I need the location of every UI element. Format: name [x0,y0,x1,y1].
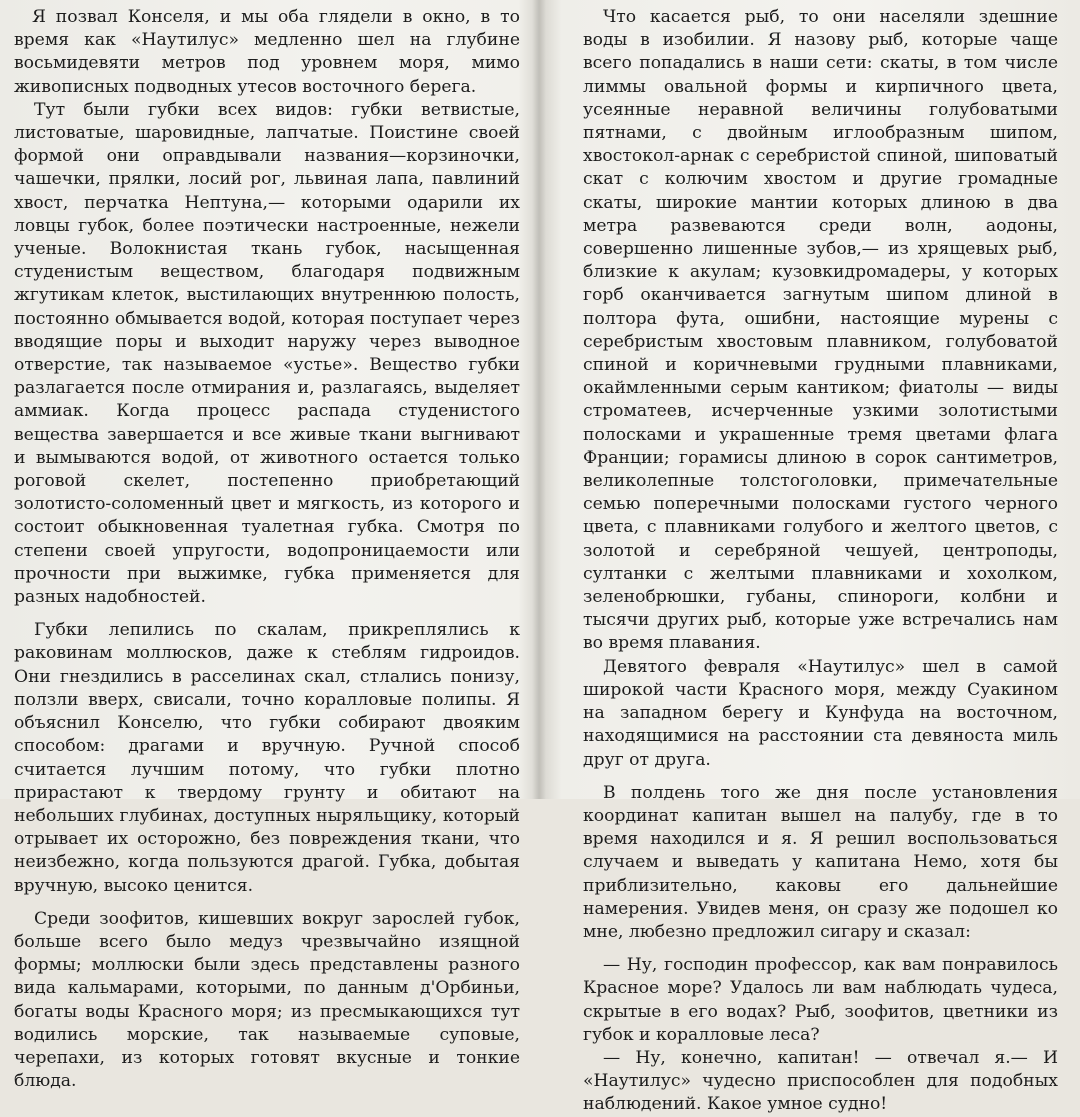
right-paragraph-5: — Ну, конечно, капитан! — отвечал я.— И «Наутилус» чудесно приспособлен для подобных наблюдений. Какое умное судно! [583,1047,1058,1115]
right-paragraph-1: Что касается рыб, то они населяли здешние воды в изобилии. Я назову рыб, которые чаще всего попадались в наши сети: скаты, в том числе лиммы овальной формы и кирпичного цвета, усеянные неравной величины голубоватыми пятнами, с двойным иглообразным шипом, хвостокол-арнак с серебристой спиной, шиповатый скат с колючим хвостом и другие громадные скаты, широкие мантии которых длиною в два метра развеваются среди волн, аодоны, совершенно лишенные зубов,— из хрящевых рыб, близкие к акулам; кузовкидромадеры, у которых горб оканчивается загнутым шипом длиной в полтора фута, ошибни, настоящие мурены с серебристым хвостовым плавником, голубоватой спиной и коричневыми грудными плавниками, окаймленными серым кантиком; фиатолы — виды строматеев, исчерченные узкими золотистыми полосками и украшенные тремя цветами флага Франции; горамисы длиною в сорок сантиметров, великолепные толстоголовки, примечательные семью поперечными полосками густого черного цвета, с плавниками голубого и желтого цветов, с золотой и серебряной чешуей, центроподы, султанки с желтыми плавниками и хохолком, зеленобрюшки, губаны, спинороги, колбни и тысячи других рыб, которые уже встречались нам во время плавания. [583,7,1058,654]
right-page [583,6,1058,1117]
left-paragraph-2: Тут были губки всех видов: губки ветвистые, листоватые, шаровидные, лапчатые. Поистине своей формой они оправдывали названия—корзиночки, чашечки, прялки, лосий рог, львиная лапа, павлиний хвост, перчатка Нептуна,— которыми одарили их ловцы губок, более поэтически настроенные, нежели ученые. Волокнистая ткань губок, насыщенная студенистым веществом, благодаря подвижным жгутикам клеток, выстилающих внутреннюю полость, постоянно обмывается водой, которая поступает через вводящие поры и выходит наружу через выводное отверстие, так называемое «устье». Вещество губки разлагается после отмирания и, разлагаясь, выделяет аммиак. Когда процесс распада студенистого вещества завершается и все живые ткани выгнивают и вымываются водой, от животного остается только роговой скелет, постепенно приобретающий золотисто-соломенный цвет и мягкость, из которого и состоит обыкновенная туалетная губка. Смотря по степени своей упругости, водопроницаемости или прочности при выжимке, губка применяется для разных надобностей. [14,99,520,608]
left-paragraph-4: Среди зоофитов, кишевших вокруг зарослей губок, больше всего было медуз чрезвычайно изящной формы; моллюски были здесь представлены разного вида кальмарами, которыми, по данным д'Орбиньи, богаты воды Красного моря; из пресмыкающихся тут водились морские, так называемые суповые, черепахи, из которых готовят вкусные и тонкие блюда. [14,908,520,1092]
right-paragraph-3: В полдень того же дня после установления координат капитан вышел на палубу, где в то время находился и я. Я решил воспользоваться случаем и выведать у капитана Немо, хотя бы приблизительно, каковы его дальнейшие намерения. Увидев меня, он сразу же подошел ко мне, любезно предложил сигару и сказал: [583,782,1058,942]
left-paragraph-3: Губки лепились по скалам, прикреплялись к раковинам моллюсков, даже к стеблям гидроидов. Они гнездились в расселинах скал, стлались понизу, ползли вверх, свисали, точно коралловые полипы. Я объяснил Конселю, что губки собирают двояким способом: драгами и вручную. Ручной способ считается лучшим потому, что губки плотно прирастают к твердому грунту и обитают на небольших глубинах, доступных ныряльщику, который отрывает их осторожно, без повреждения ткани, что неизбежно, когда пользуются драгой. Губка, добытая вручную, высоко ценится. [14,620,520,896]
right-paragraph-2: Девятого февраля «Наутилус» шел в самой широкой части Красного моря, между Суакином на западном берегу и Кунфуда на восточном, находящимися на расстоянии ста девяноста миль друг от друга. [583,656,1058,770]
right-paragraph-4: — Ну, господин профессор, как вам понравилось Красное море? Удалось ли вам наблюдать чудеса, скрытые в его водах? Рыб, зоофитов, цветники из губок и коралловые леса? [583,955,1058,1045]
book-gutter [532,0,546,799]
left-page [14,6,520,1093]
left-paragraph-1: Я позвал Конселя, и мы оба глядели в окно, в то время как «Наутилус» медленно шел на глубине восьмидевяти метров под уровнем моря, мимо живописных подводных утесов восточного берега. [14,7,520,97]
